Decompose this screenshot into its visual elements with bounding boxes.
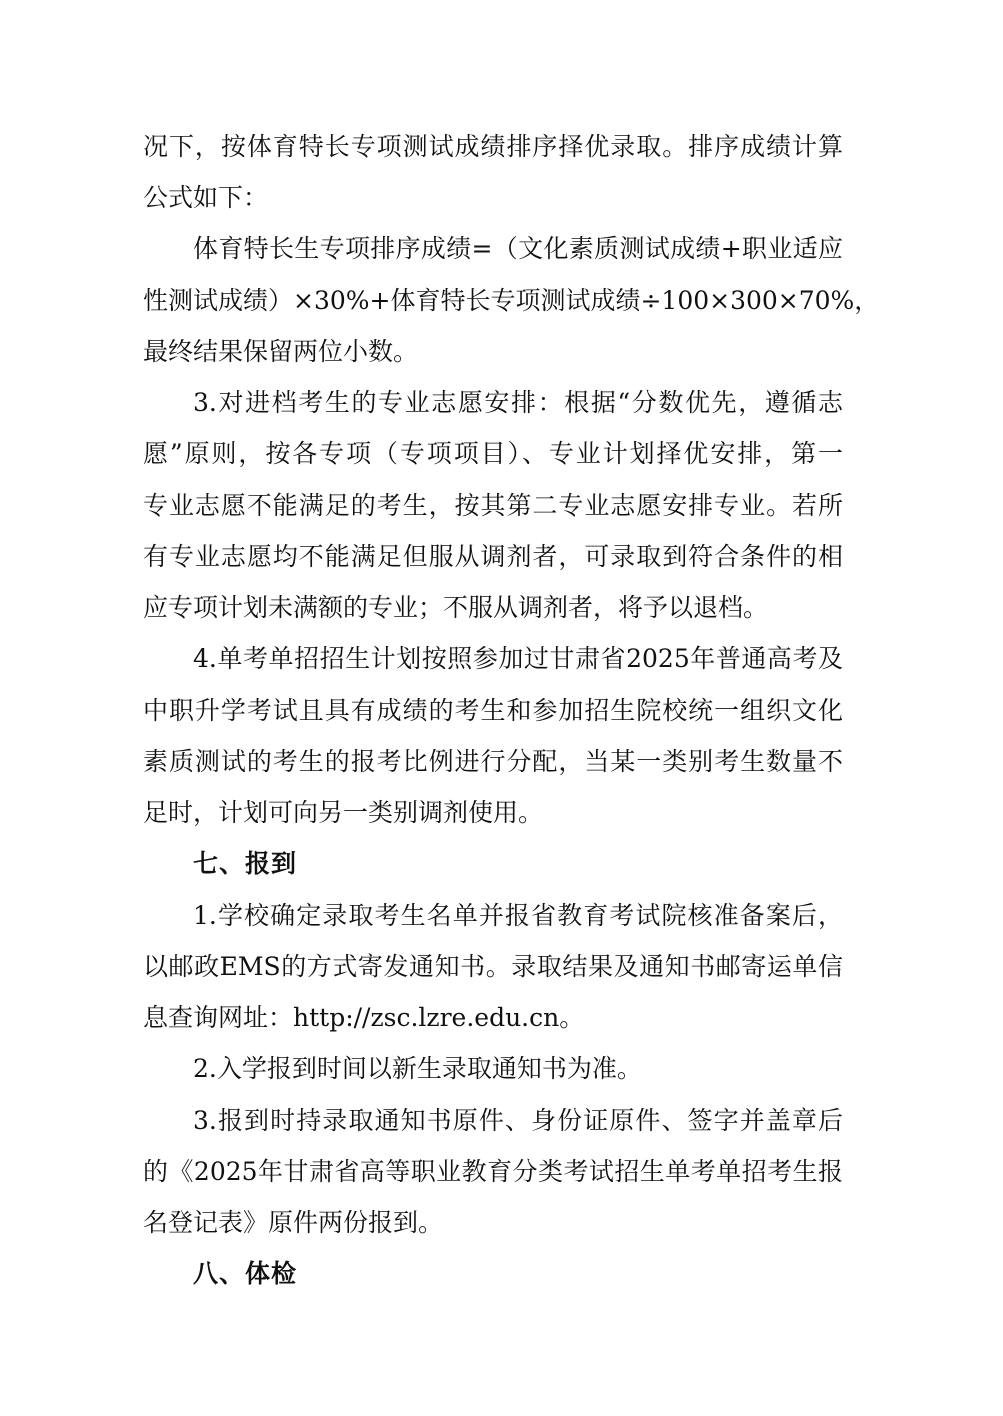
paragraph-line: 应专项计划未满额的专业；不服从调剂者，将予以退档。: [143, 593, 769, 622]
paragraph-line: 中职升学考试且具有成绩的考生和参加招生院校统一组织文化: [143, 696, 843, 725]
paragraph-line: 况下，按体育特长专项测试成绩排序择优录取。排序成绩计算: [143, 132, 843, 161]
paragraph-line: 专业志愿不能满足的考生，按其第二专业志愿安排专业。若所: [143, 491, 843, 520]
formula-line: 性测试成绩）×30%+体育特长专项测试成绩÷100×300×70%，: [143, 286, 880, 315]
paragraph-line: 3.报到时持录取通知书原件、身份证原件、签字并盖章后: [193, 1106, 843, 1135]
section-heading-report: 七、报到: [193, 849, 298, 878]
paragraph-line: 4.单考单招招生计划按照参加过甘肃省2025年普通高考及: [193, 644, 843, 673]
formula-line: 体育特长生专项排序成绩=（文化素质测试成绩+职业适应: [193, 234, 843, 263]
paragraph-line: 以邮政EMS的方式寄发通知书。录取结果及通知书邮寄运单信: [143, 952, 843, 981]
section-heading-physical-exam: 八、体检: [193, 1259, 298, 1288]
paragraph-line: 名登记表》原件两份报到。: [143, 1208, 444, 1237]
paragraph-line: 的《2025年甘肃省高等职业教育分类考试招生单考单招考生报: [143, 1157, 843, 1186]
paragraph-line: 2.入学报到时间以新生录取通知书为准。: [193, 1054, 642, 1083]
paragraph-line: 足时，计划可向另一类别调剂使用。: [143, 798, 544, 827]
formula-line: 最终结果保留两位小数。: [143, 337, 419, 366]
paragraph-line: 素质测试的考生的报考比例进行分配，当某一类别考生数量不: [143, 747, 843, 776]
paragraph-line: 3.对进档考生的专业志愿安排：根据“分数优先，遵循志: [193, 388, 843, 417]
paragraph-line-query-url: 息查询网址：http://zsc.lzre.edu.cn。: [143, 1003, 585, 1032]
paragraph-line: 公式如下：: [143, 183, 269, 212]
paragraph-line: 有专业志愿均不能满足但服从调剂者，可录取到符合条件的相: [143, 542, 843, 571]
paragraph-line: 愿”原则，按各专项（专项项目）、专业计划择优安排，第一: [143, 439, 843, 468]
paragraph-line: 1.学校确定录取考生名单并报省教育考试院核准备案后，: [193, 901, 843, 930]
